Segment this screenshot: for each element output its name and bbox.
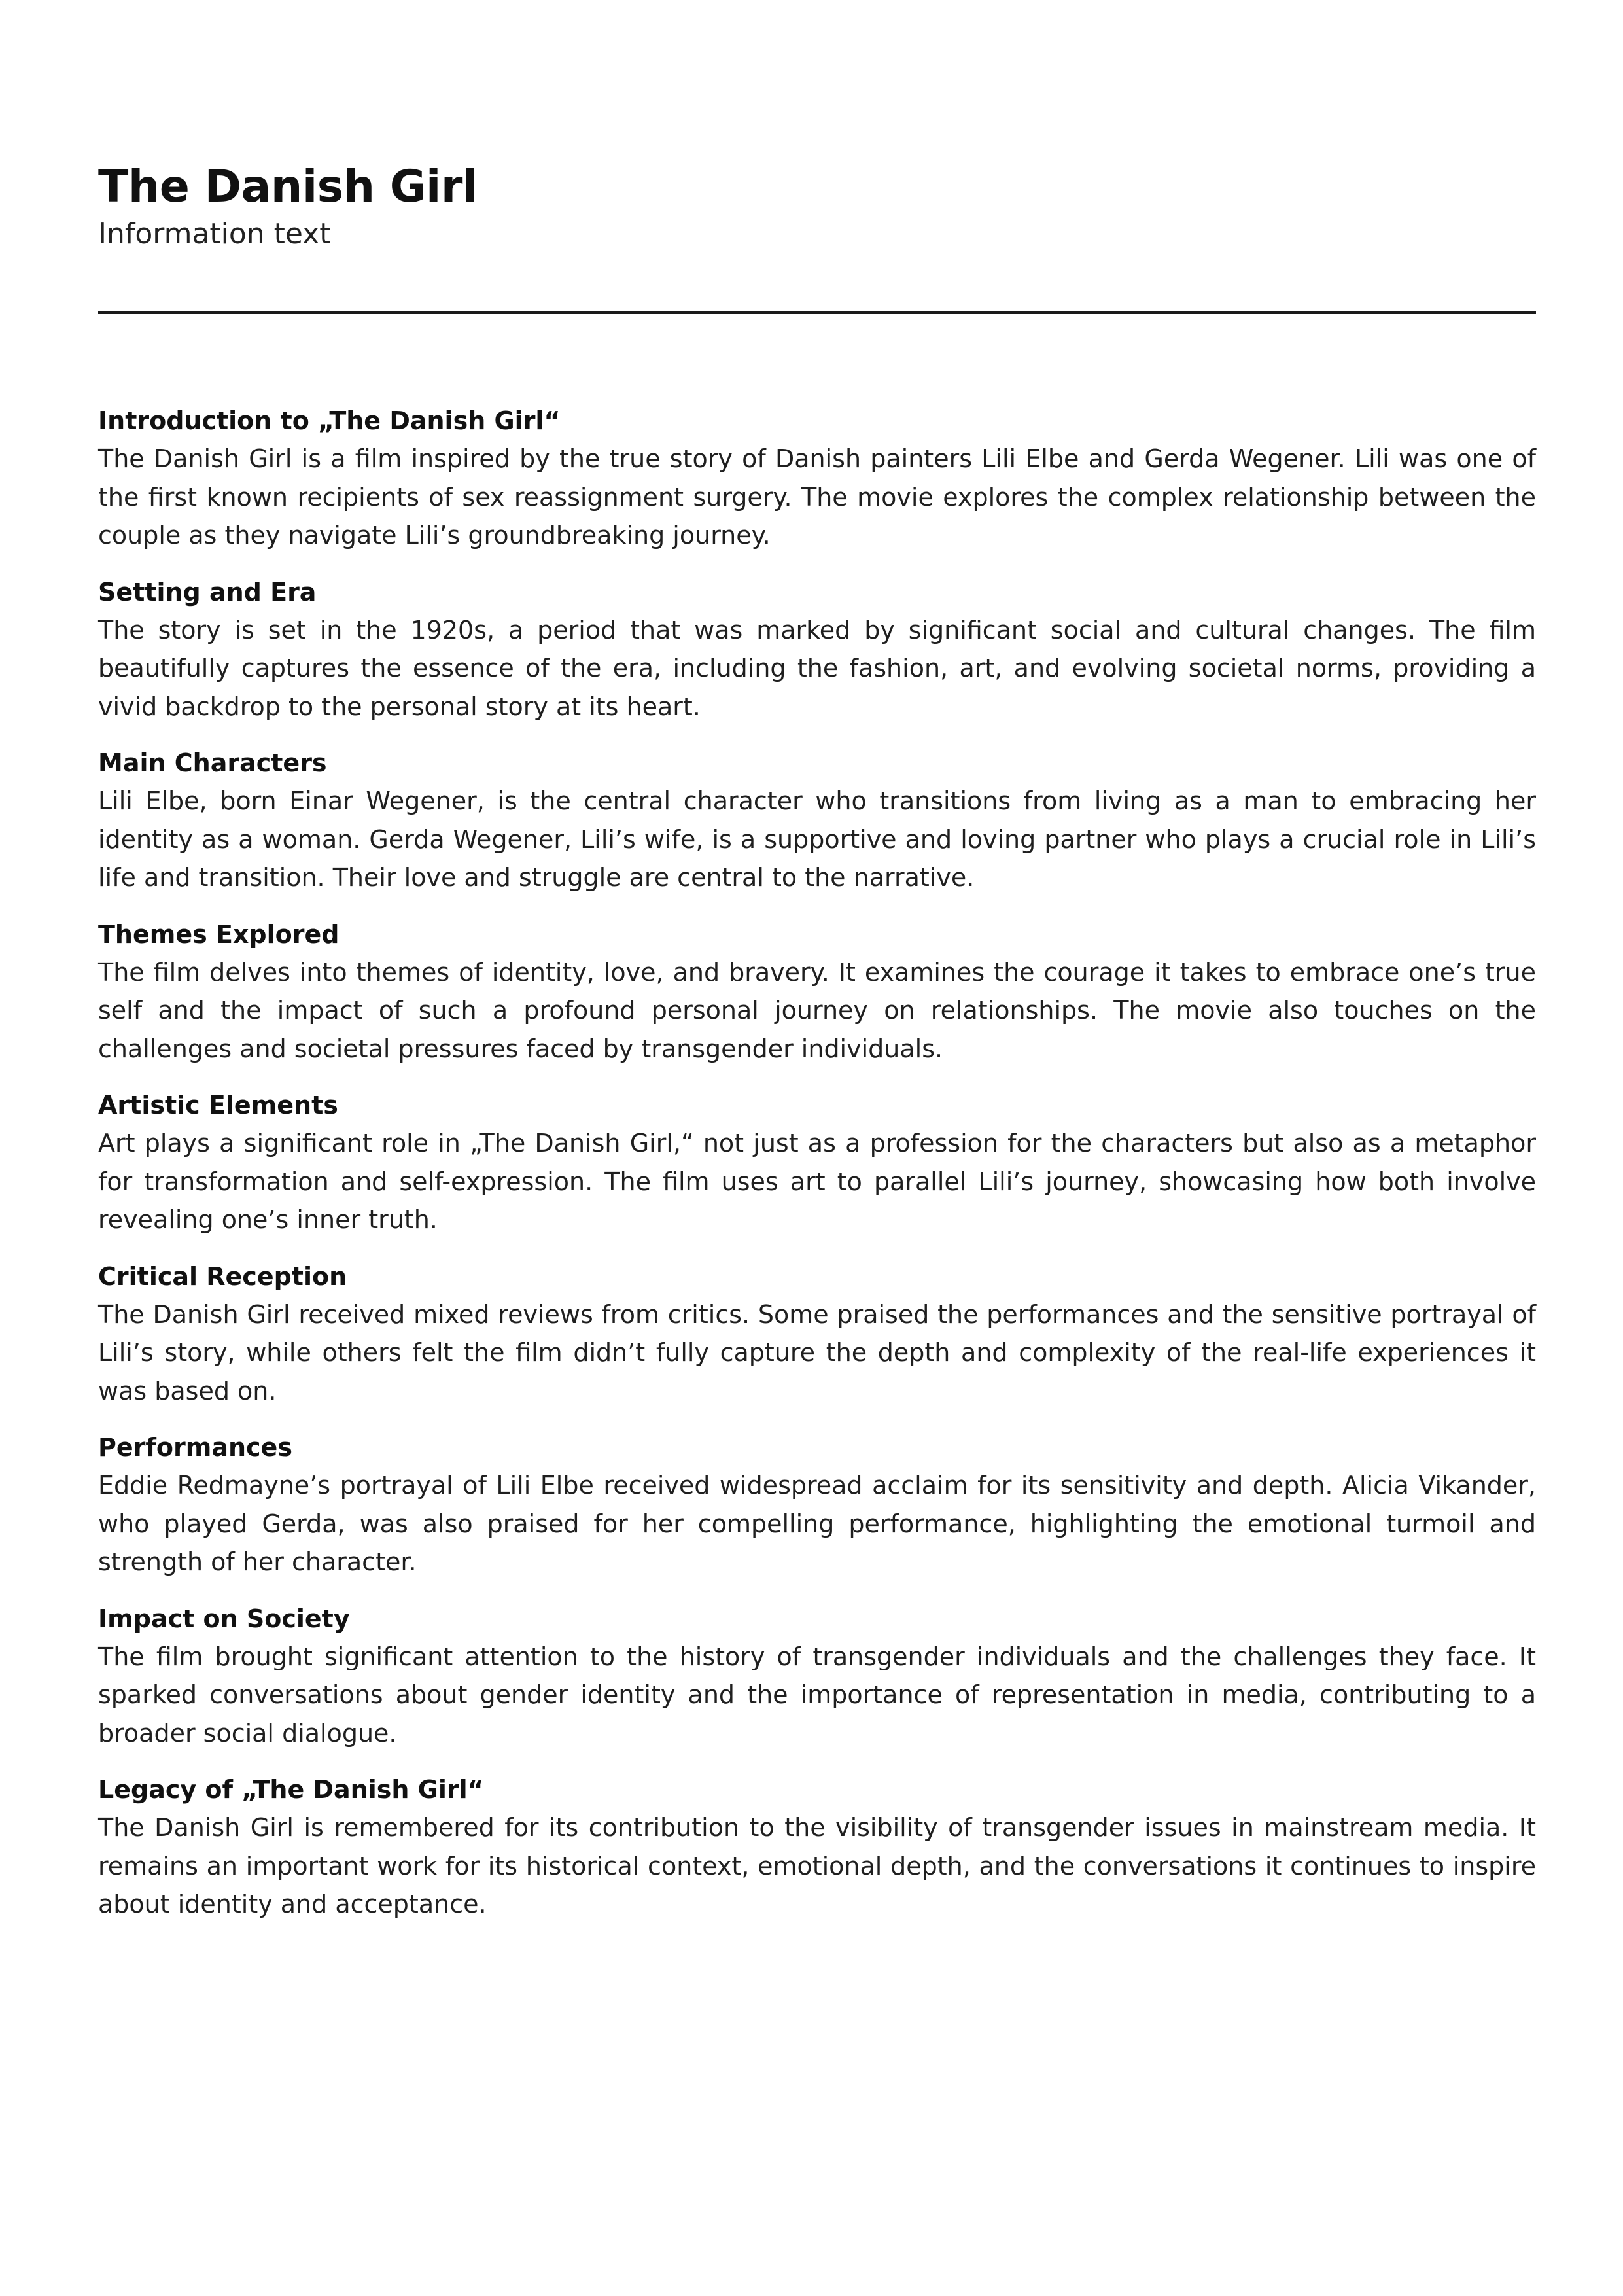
section-paragraph: The film brought significant attention to the history of transgender individuals and the challenges they face. It sparked conversations about gender identity and the importance of representation in media, contributing to a broader social dialogue. xyxy=(98,1642,1536,1748)
section-paragraph: Lili Elbe, born Einar Wegener, is the central character who transitions from living as a man to embracing her identity as a woman. Gerda Wegener, Lili’s wife, is a supportive and loving partner who plays a crucial role in Lili’s life and transition. Their love and struggle are central to the narrative. xyxy=(98,786,1536,892)
section-artistic-elements xyxy=(98,1086,1536,1239)
section-heading: Introduction to „The Danish Girl“ xyxy=(98,406,561,435)
header-divider xyxy=(98,311,1536,314)
section-legacy xyxy=(98,1771,1536,1924)
section-heading: Legacy of „The Danish Girl“ xyxy=(98,1775,484,1804)
section-heading: Themes Explored xyxy=(98,919,340,949)
section-paragraph: The Danish Girl received mixed reviews from critics. Some praised the performances and the sensitive portrayal of Lili’s story, while others felt the film didn’t fully capture the depth and complexity of the real-life experiences it was based on. xyxy=(98,1299,1536,1405)
section-paragraph: Eddie Redmayne’s portrayal of Lili Elbe received widespread acclaim for its sensitivity and depth. Alicia Vikander, who played Gerda, was also praised for her compelling performance, highlighting the emotional turmoil and strength of her character. xyxy=(98,1471,1536,1576)
document-title: The Danish Girl xyxy=(98,161,478,213)
section-paragraph: Art plays a significant role in „The Danish Girl,“ not just as a profession for the characters but also as a metaphor for transformation and self-expression. The film uses art to parallel Lili’s journey, showcasing how both involve revealing one’s inner truth. xyxy=(98,1129,1536,1234)
section-impact-on-society xyxy=(98,1600,1536,1753)
section-paragraph: The Danish Girl is a film inspired by the true story of Danish painters Lili Elbe and Gerda Wegener. Lili was one of the first known recipients of sex reassignment surgery. The movie explores the complex relationship between the couple as they navigate Lili’s groundbreaking journey. xyxy=(98,444,1536,550)
section-themes-explored xyxy=(98,915,1536,1069)
section-paragraph: The story is set in the 1920s, a period that was marked by significant social and cultural changes. The film beautifully captures the essence of the era, including the fashion, art, and evolving societal norms, providing a vivid backdrop to the personal story at its heart. xyxy=(98,615,1536,721)
section-paragraph: The film delves into themes of identity, love, and bravery. It examines the courage it takes to embrace one’s true self and the impact of such a profound personal journey on relationships. The movie also touches on the challenges and societal pressures faced by transgender individuals. xyxy=(98,957,1536,1063)
section-heading: Main Characters xyxy=(98,749,327,777)
document-body xyxy=(98,402,1536,1942)
document-subtitle: Information text xyxy=(98,217,331,251)
section-heading: Artistic Elements xyxy=(98,1091,338,1120)
section-introduction xyxy=(98,402,1536,555)
section-heading: Critical Reception xyxy=(98,1262,347,1291)
section-heading: Performances xyxy=(98,1433,292,1462)
section-setting-and-era xyxy=(98,573,1536,726)
section-heading: Impact on Society xyxy=(98,1604,350,1633)
section-main-characters xyxy=(98,744,1536,897)
section-performances xyxy=(98,1428,1536,1581)
section-heading: Setting and Era xyxy=(98,577,317,607)
section-critical-reception xyxy=(98,1258,1536,1411)
section-paragraph: The Danish Girl is remembered for its contribution to the visibility of transgender issues in mainstream media. It remains an important work for its historical context, emotional depth, and the conversations it continues to inspire about identity and acceptance. xyxy=(98,1813,1536,1918)
